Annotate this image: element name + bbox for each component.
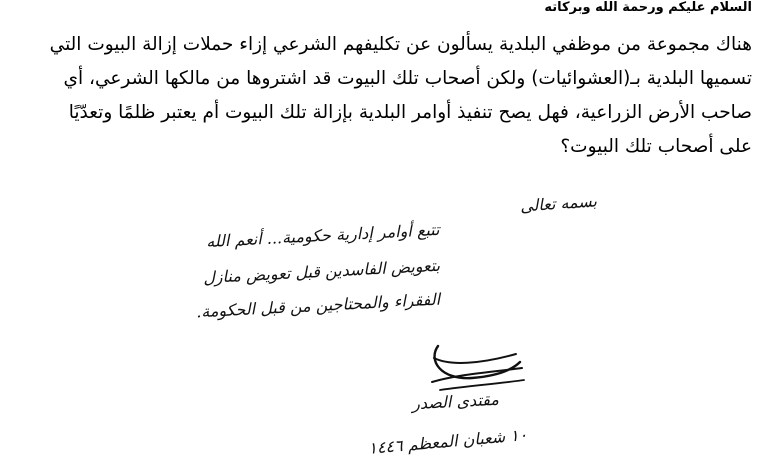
signature-date: ١٠ شعبان المعظم ١٤٤٦	[367, 425, 528, 458]
answer-opening: بسمه تعالى	[519, 191, 598, 216]
signer-name: مقتدى الصدر	[411, 389, 500, 414]
greeting-text: السلام عليكم ورحمة الله وبركاته	[544, 0, 752, 15]
question-line-4: على أصحاب تلك البيوت؟	[560, 136, 752, 157]
question-paragraph	[49, 28, 752, 164]
handwritten-signature	[420, 334, 530, 396]
question-line-2: تسميها البلدية بـ(العشوائيات) ولكن أصحاب تلك البيوت قد اشتروها من مالكها الشرعي، أي	[63, 68, 752, 89]
question-line-3: صاحب الأرض الزراعية، فهل يصح تنفيذ أوامر البلدية بإزالة تلك البيوت أم يعتبر ظلمًا وتعدّيًا	[68, 102, 752, 123]
question-line-1: هناك مجموعة من موظفي البلدية يسألون عن تكليفهم الشرعي إزاء حملات إزالة البيوت التي	[49, 34, 752, 55]
answer-line-2: بتعويض الفاسدين قبل تعويض منازل	[202, 255, 441, 288]
answer-line-3: الفقراء والمحتاجين من قبل الحكومة.	[195, 289, 441, 322]
answer-line-1: تتبع أوامر إدارية حكومية... أنعم الله	[206, 219, 441, 252]
